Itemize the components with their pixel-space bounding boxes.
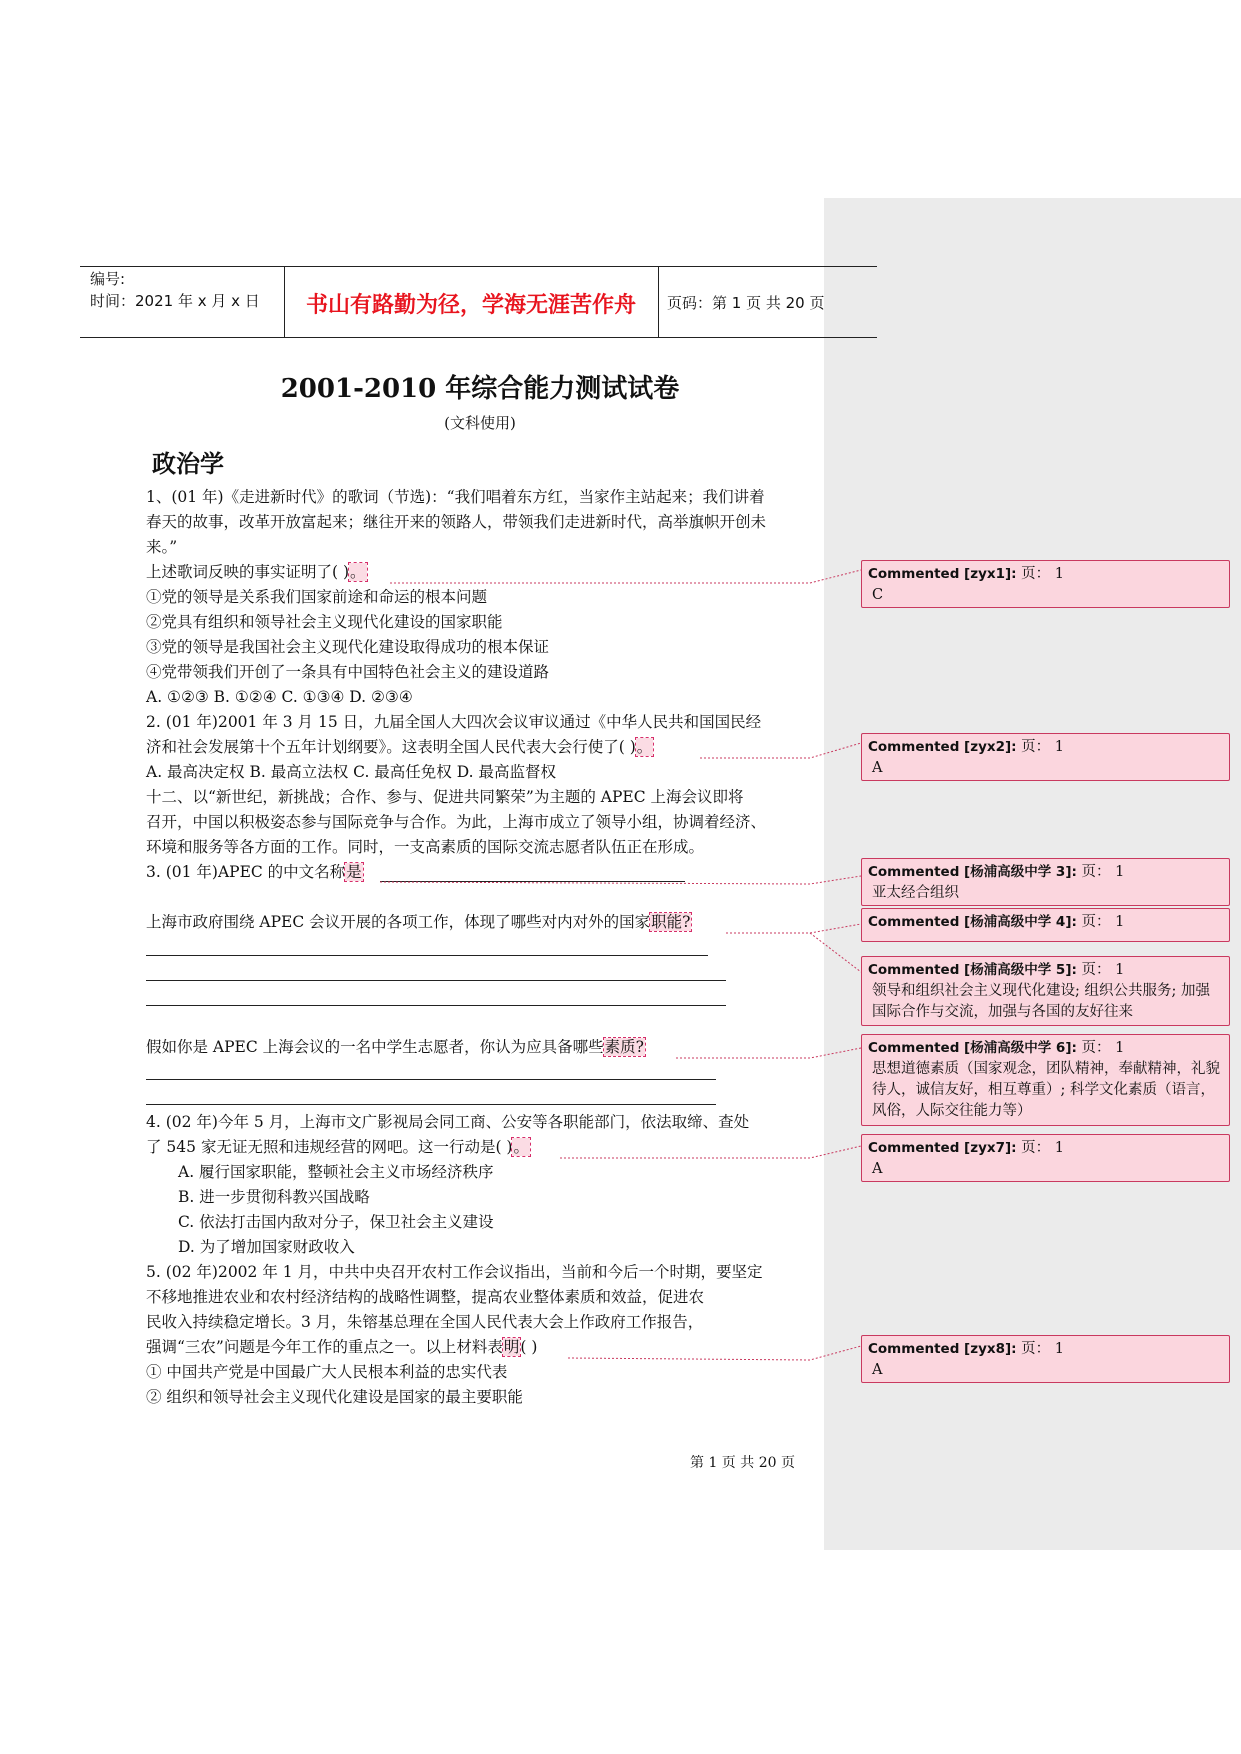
text-span: 假如你是 APEC 上海会议的一名中学生志愿者，你认为应具备哪些 <box>146 1038 604 1056</box>
question-stem <box>146 912 691 932</box>
question-5-stem <box>146 1337 537 1357</box>
text-span: 强调“三农”问题是今年工作的重点之一。以上材料表 <box>146 1338 503 1356</box>
text-span: 济和社会发展第十个五年计划纲要》。这表明全国人民代表大会行使了( ) <box>146 738 636 756</box>
text-span: 上述歌词反映的事实证明了( ) <box>146 563 350 581</box>
comment-author: Commented [zyx8]: <box>868 1341 1017 1357</box>
answer-blank[interactable] <box>146 1079 716 1080</box>
answer-blank[interactable] <box>146 955 708 956</box>
answer-blank[interactable] <box>146 980 726 981</box>
text-line: 十二、以“新世纪，新挑战；合作、参与、促进共同繁荣”为主题的 APEC 上海会议即将 <box>146 788 744 806</box>
text-span: ( ) <box>520 1338 538 1356</box>
leader-line <box>380 876 861 884</box>
question-4-stem <box>146 1137 530 1157</box>
comment-anchor-4[interactable]: 职能? <box>651 913 691 931</box>
comment-body: 领导和组织社会主义现代化建设; 组织公共服务; 加强国际合作与交流，加强与各国的友好往来 <box>872 983 1210 1020</box>
text-line: 4. (02 年)今年 5 月，上海市文广影视局会同工商、公安等各职能部门，依法取缔、查处 <box>146 1113 750 1131</box>
option-line: D. 为了增加国家财政收入 <box>178 1238 355 1256</box>
option-line: ②党具有组织和领导社会主义现代化建设的国家职能 <box>146 613 503 631</box>
number-label: 编号: <box>90 270 126 288</box>
header-motto: 书山有路勤为径，学海无涯苦作舟 <box>305 293 636 318</box>
comment-box[interactable] <box>861 1335 1230 1383</box>
comment-page: 页： 1 <box>1021 739 1065 755</box>
comment-body: A <box>872 1161 883 1177</box>
comment-author: Commented [杨浦高级中学 6]: <box>868 1040 1077 1056</box>
comment-box[interactable] <box>861 1134 1230 1182</box>
question-stem <box>146 1037 645 1057</box>
time-label: 时间：2021 年 x 月 x 日 <box>90 292 260 310</box>
option-line: ①党的领导是关系我们国家前途和命运的根本问题 <box>146 588 488 606</box>
option-line: ④党带领我们开创了一条具有中国特色社会主义的建设道路 <box>146 663 550 681</box>
comment-author: Commented [zyx7]: <box>868 1140 1017 1156</box>
comment-box[interactable] <box>861 560 1230 608</box>
comment-box[interactable] <box>861 858 1230 906</box>
text-span: 3. (01 年)APEC 的中文名称 <box>146 863 346 881</box>
header-divider <box>658 266 659 338</box>
text-line: 不移地推进农业和农村经济结构的战略性调整，提高农业整体素质和效益，促进农 <box>146 1288 705 1306</box>
comment-page: 页： 1 <box>1021 1140 1065 1156</box>
comment-page: 页： 1 <box>1081 962 1125 978</box>
page-title: 2001-2010 年综合能力测试试卷 <box>280 374 680 404</box>
text-line: 召开，中国以积极姿态参与国际竞争与合作。为此，上海市成立了领导小组，协调着经济、 <box>146 813 767 831</box>
comment-box[interactable] <box>861 956 1230 1026</box>
comment-box[interactable] <box>861 733 1230 781</box>
text-line: 2. (01 年)2001 年 3 月 15 日，九届全国人大四次会议审议通过《中华人民共和国国民经 <box>146 713 762 731</box>
option-line: ③党的领导是我国社会主义现代化建设取得成功的根本保证 <box>146 638 550 656</box>
comment-box[interactable] <box>861 908 1230 942</box>
header-bottom-rule <box>80 337 877 338</box>
option-line: A. 履行国家职能，整顿社会主义市场经济秩序 <box>178 1163 494 1181</box>
header-meta <box>90 268 260 312</box>
question-1-stem <box>146 562 367 582</box>
leader-line <box>390 570 861 583</box>
text-span: 了 545 家无证无照和违规经营的网吧。这一行动是( ) <box>146 1138 513 1156</box>
option-line: ① 中国共产党是中国最广大人民根本利益的忠实代表 <box>146 1363 508 1381</box>
header-top-rule <box>80 266 877 267</box>
comment-anchor-3[interactable]: 是 <box>346 863 362 881</box>
header-page-info: 页码：第 1 页 共 20 页 <box>667 294 825 312</box>
comment-page: 页： 1 <box>1081 1040 1125 1056</box>
section-heading: 政治学 <box>152 450 224 478</box>
comment-author: Commented [zyx2]: <box>868 739 1017 755</box>
comment-page: 页： 1 <box>1081 914 1125 930</box>
comment-author: Commented [杨浦高级中学 4]: <box>868 914 1077 930</box>
choices-line: A. ①②③ B. ①②④ C. ①③④ D. ②③④ <box>146 688 413 706</box>
header-divider <box>284 266 285 338</box>
answer-blank[interactable] <box>380 881 685 882</box>
text-line: 春天的故事，改革开放富起来；继往开来的领路人，带领我们走进新时代，高举旗帜开创未 <box>146 513 767 531</box>
text-line: 民收入持续稳定增长。3 月，朱镕基总理在全国人民代表大会上作政府工作报告， <box>146 1313 704 1331</box>
choices-line: A. 最高决定权 B. 最高立法权 C. 最高任免权 D. 最高监督权 <box>146 763 556 781</box>
text-line: 1、(01 年)《走进新时代》的歌词（节选)：“我们唱着东方红，当家作主站起来；我们讲着 <box>146 488 765 506</box>
comment-body: C <box>872 587 884 603</box>
comment-anchor-6[interactable]: 素质? <box>604 1038 644 1056</box>
text-line: 来。” <box>146 538 178 556</box>
question-2-stem <box>146 737 653 757</box>
option-line: C. 依法打击国内敌对分子，保卫社会主义建设 <box>178 1213 494 1231</box>
page-footer: 第 1 页 共 20 页 <box>690 1455 795 1471</box>
leader-line <box>560 1146 861 1158</box>
answer-blank[interactable] <box>146 1005 726 1006</box>
comment-body: A <box>872 760 883 776</box>
text-line: 环境和服务等各方面的工作。同时，一支高素质的国际交流志愿者队伍正在形成。 <box>146 838 705 856</box>
comment-body: A <box>872 1362 883 1378</box>
comment-anchor-2[interactable]: 。 <box>636 738 653 756</box>
comment-box[interactable] <box>861 1034 1230 1126</box>
text-span: 上海市政府围绕 APEC 会议开展的各项工作，体现了哪些对内对外的国家 <box>146 913 651 931</box>
comment-anchor-8[interactable]: 明 <box>503 1338 520 1356</box>
comment-anchor-7[interactable]: 。 <box>513 1138 529 1156</box>
page-subtitle: (文科使用) <box>444 414 516 432</box>
comment-author: Commented [杨浦高级中学 3]: <box>868 864 1077 880</box>
comment-anchor-1[interactable]: 。 <box>350 563 366 581</box>
comment-page: 页： 1 <box>1021 1341 1065 1357</box>
comment-author: Commented [杨浦高级中学 5]: <box>868 962 1077 978</box>
option-line: ② 组织和领导社会主义现代化建设是国家的最主要职能 <box>146 1388 523 1406</box>
answer-blank[interactable] <box>146 1104 716 1105</box>
text-line: 5. (02 年)2002 年 1 月，中共中央召开农村工作会议指出，当前和今后一个时期，要坚定 <box>146 1263 763 1281</box>
option-line: B. 进一步贯彻科教兴国战略 <box>178 1188 370 1206</box>
comment-body: 思想道德素质（国家观念，团队精神，奉献精神，礼貌待人，诚信友好，相互尊重）; 科学文化素质（语言，风俗，人际交往能力等） <box>872 1061 1220 1119</box>
comment-author: Commented [zyx1]: <box>868 566 1017 582</box>
leader-line <box>568 1346 861 1360</box>
comment-body: 亚太经合组织 <box>872 885 959 901</box>
question-3-stem <box>146 862 363 882</box>
comment-page: 页： 1 <box>1021 566 1065 582</box>
comment-page: 页： 1 <box>1081 864 1125 880</box>
